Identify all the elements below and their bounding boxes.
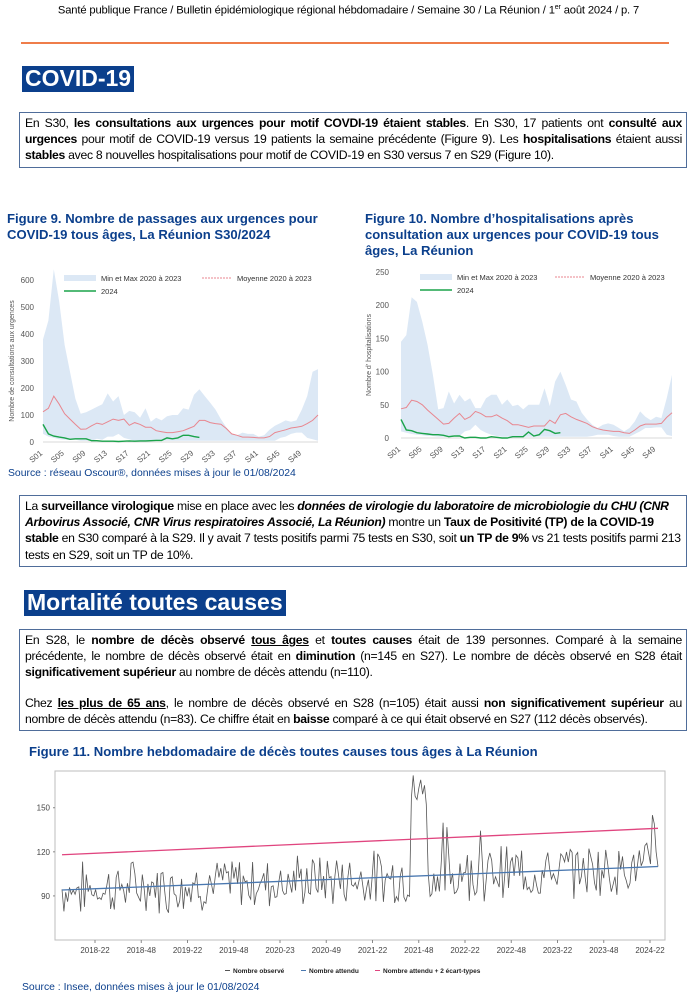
header-divider [21,42,669,44]
svg-text:0: 0 [29,438,34,447]
svg-text:Moyenne 2020 à 2023: Moyenne 2020 à 2023 [590,273,665,282]
svg-text:200: 200 [375,301,389,311]
svg-text:S41: S41 [243,448,260,465]
svg-text:50: 50 [380,400,389,410]
svg-text:150: 150 [375,334,389,344]
svg-text:600: 600 [20,276,34,285]
svg-text:S25: S25 [157,448,174,465]
svg-text:200: 200 [20,384,34,393]
header-text: Santé publique France / Bulletin épidémiologique régional hébdomadaire / Semaine 30 / La Réunion / 1 [57,4,555,17]
figure-9-source: Source : réseau Oscour®, données mises à jour le 01/08/2024 [8,468,296,479]
svg-text:250: 250 [375,268,389,277]
svg-text:Min et Max 2020 à 2023: Min et Max 2020 à 2023 [457,273,538,282]
svg-text:S09: S09 [70,448,88,465]
covid-summary-text: En S30, les consultations aux urgences pour motif COVDI-19 étaient stables. En S30, 17 patients ont consulté aux urgences pour motif de COVID-19 versus 19 patients la semaine précédente (Figure 9). Les hospitalisations étaient aussi stables avec 8 nouvelles hospitalisations pour motif de COVID-19 en S30 versus 7 en S29 (Figure 10). [25,116,682,163]
svg-text:Nombre observé: Nombre observé [233,968,285,975]
svg-text:S13: S13 [449,444,467,461]
svg-text:S45: S45 [264,448,282,465]
svg-text:2022-48: 2022-48 [496,946,526,955]
svg-text:S13: S13 [92,448,109,465]
svg-text:90: 90 [41,891,50,901]
covid-summary-box [19,112,687,168]
figure-10-chart [350,262,697,467]
svg-text:400: 400 [20,330,34,339]
svg-text:Moyenne 2020 à 2023: Moyenne 2020 à 2023 [237,274,312,283]
svg-text:S33: S33 [200,448,217,465]
svg-text:2020-23: 2020-23 [265,946,295,955]
svg-text:2021-22: 2021-22 [357,946,388,955]
svg-text:2024-22: 2024-22 [635,946,665,955]
svg-text:S01: S01 [27,448,45,465]
svg-text:S29: S29 [178,448,196,465]
virology-box [19,495,687,567]
mortality-box [19,629,687,731]
svg-text:S41: S41 [598,444,615,461]
svg-text:120: 120 [36,847,50,857]
svg-text:S45: S45 [619,444,637,461]
figure-11-source: Source : Insee, données mises à jour le 01/08/2024 [22,982,260,993]
section-title-covid: COVID-19 [22,66,134,92]
section-title-mortalite: Mortalité toutes causes [24,590,286,616]
svg-text:S17: S17 [470,444,488,461]
svg-text:2018-22: 2018-22 [80,946,110,955]
header-text-end: août 2024 / p. 7 [560,4,640,17]
min-max-band [401,297,672,437]
svg-text:S17: S17 [113,448,131,465]
min-max-band [43,269,318,441]
svg-text:S49: S49 [640,444,658,461]
figure-11-chart [0,760,697,982]
virology-text: La surveillance virologique mise en place avec les données de virologie du laboratoire de microbiologie du CHU (CNR Arbovirus Associé, CNR Virus respiratoires Associé, La Réunion) montre un Taux de Positivité (TP) de la COVID-19 stable en S30 comparé à la S29. Il y avait 7 tests positifs parmi 75 tests en S30, soit un TP de 9% vs 21 tests positifs parmi 213 tests en S29, soit un TP de 10%. [25,499,681,562]
svg-text:2023-22: 2023-22 [542,946,573,955]
svg-text:2024: 2024 [101,287,118,296]
header-sup: er [554,4,561,11]
svg-text:S09: S09 [428,444,445,461]
svg-text:150: 150 [36,803,50,813]
svg-text:2021-48: 2021-48 [404,946,434,955]
svg-text:S49: S49 [286,448,304,465]
page-header [0,4,697,17]
mortality-paragraph-2: Chez les plus de 65 ans, le nombre de décès observé en S28 (n=105) était aussi non significativement supérieur au nombre de décès attendu (n=83). Ce chiffre était en baisse comparé à ce qui était observé en S27 (112 décès observés). [25,695,683,726]
figure-9-chart [0,262,340,467]
svg-text:S33: S33 [555,444,573,461]
svg-text:2020-49: 2020-49 [311,946,341,955]
svg-text:Nombre de consultations aux ur: Nombre de consultations aux urgences [9,300,16,422]
svg-text:100: 100 [375,367,389,377]
svg-text:S29: S29 [534,444,552,461]
figure-11-title: Figure 11. Nombre hebdomadaire de décès toutes causes tous âges à La Réunion [29,744,538,759]
figure-10-title: Figure 10. Nombre d’hospitalisations après consultation aux urgences pour COVID-19 tous âges, La Réunion [365,211,659,258]
svg-text:S25: S25 [513,444,530,461]
svg-text:S37: S37 [576,444,594,461]
svg-text:100: 100 [20,411,34,420]
svg-text:2019-22: 2019-22 [172,946,203,955]
svg-text:S37: S37 [221,448,239,465]
svg-text:S21: S21 [135,448,153,465]
svg-text:2018-48: 2018-48 [126,946,156,955]
svg-text:Min et Max 2020 à 2023: Min et Max 2020 à 2023 [101,274,182,283]
svg-text:S05: S05 [406,444,424,461]
svg-text:S01: S01 [385,444,403,461]
svg-text:Nombre attendu + 2 écart-types: Nombre attendu + 2 écart-types [383,968,481,975]
svg-text:2024: 2024 [457,286,474,295]
mortality-paragraph-1: En S28, le nombre de décès observé tous âges et toutes causes était de 139 personnes. Comparé à la semaine précédente, le nombre de décès observé était en diminution (n=145 en S27). Le nombre de décès observé en S28 était significativement supérieur au nombre de décès attendu (n=110). [25,633,682,680]
svg-text:2019-48: 2019-48 [219,946,249,955]
svg-text:300: 300 [20,357,34,366]
svg-text:2022-22: 2022-22 [450,946,480,955]
svg-text:Nombre attendu: Nombre attendu [309,968,359,975]
figure-9-title: Figure 9. Nombre de passages aux urgences pour COVID-19 tous âges, La Réunion S30/2024 [7,211,318,242]
svg-text:500: 500 [20,303,34,312]
svg-text:0: 0 [384,434,389,443]
svg-text:Nombre d' hospitalisations: Nombre d' hospitalisations [366,314,373,396]
svg-text:S05: S05 [49,448,66,465]
svg-text:2023-48: 2023-48 [589,946,619,955]
svg-text:S21: S21 [491,444,509,461]
